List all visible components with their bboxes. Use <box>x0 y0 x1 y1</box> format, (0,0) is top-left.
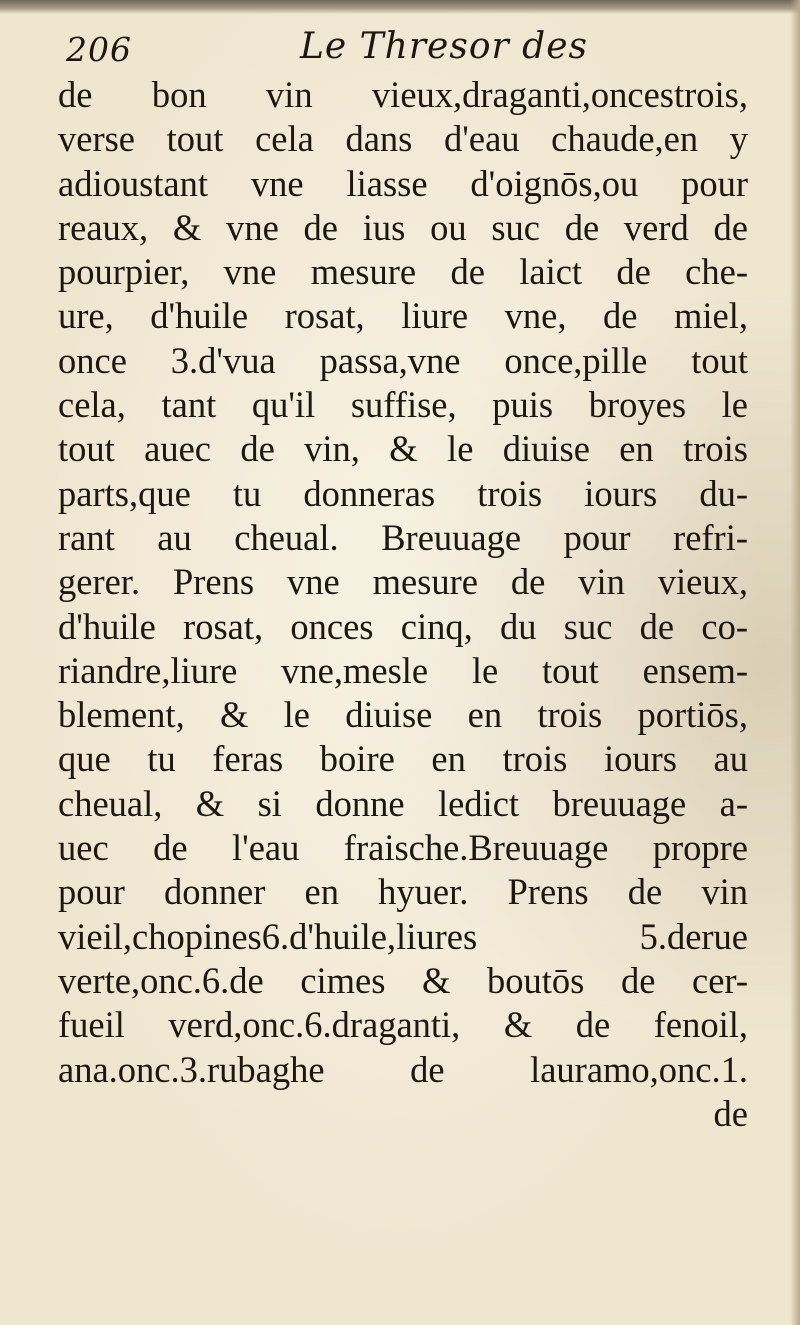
text-line: pour donner en hyuer. Prens de vin <box>58 871 748 913</box>
text-line: gerer. Prens vne mesure de vin vieux, <box>58 561 748 603</box>
text-line: tout auec de vin, & le diuise en trois <box>58 428 748 470</box>
text-line: verse tout cela dans d'eau chaude,en y <box>58 118 748 160</box>
page-number: 206 <box>66 30 132 69</box>
text-line: cheual, & si donne ledict breuuage a- <box>58 782 748 824</box>
text-line: riandre,liure vne,mesle le tout ensem- <box>58 649 748 691</box>
text-line: blement, & le diuise en trois portiōs, <box>58 694 748 736</box>
running-head: Le Thresor des <box>300 26 588 67</box>
text-line: uec de l'eau fraische.Breuuage propre <box>58 827 748 869</box>
text-line: ure, d'huile rosat, liure vne, de miel, <box>58 295 748 337</box>
text-line: fueil verd,onc.6.draganti, & de fenoil, <box>58 1004 748 1046</box>
text-line: pourpier, vne mesure de laict de che- <box>58 251 748 293</box>
text-line: d'huile rosat, onces cinq, du suc de co- <box>58 605 748 647</box>
text-line: ana.onc.3.rubaghe de lauramo,onc.1. <box>58 1048 748 1090</box>
text-line: de bon vin vieux,draganti,oncestrois, <box>58 74 748 115</box>
body-text <box>58 73 748 1136</box>
text-line: que tu feras boire en trois iours au <box>58 738 748 780</box>
text-line: verte,onc.6.de cimes & boutōs de cer- <box>58 959 748 1001</box>
text-line: cela, tant qu'il suffise, puis broyes le <box>58 384 748 426</box>
catchword: de <box>713 1092 748 1134</box>
text-line: parts,que tu donneras trois iours du- <box>58 472 748 514</box>
page-right-edge <box>790 0 800 1325</box>
page-top-edge <box>0 0 800 14</box>
text-line: reaux, & vne de ius ou suc de verd de <box>58 206 748 248</box>
text-line: vieil,chopines6.d'huile,liures 5.derue <box>58 915 748 957</box>
text-line: rant au cheual. Breuuage pour refri- <box>58 516 748 558</box>
text-line: adioustant vne liasse d'oignōs,ou pour <box>58 162 748 204</box>
text-line: once 3.d'vua passa,vne once,pille tout <box>58 339 748 381</box>
